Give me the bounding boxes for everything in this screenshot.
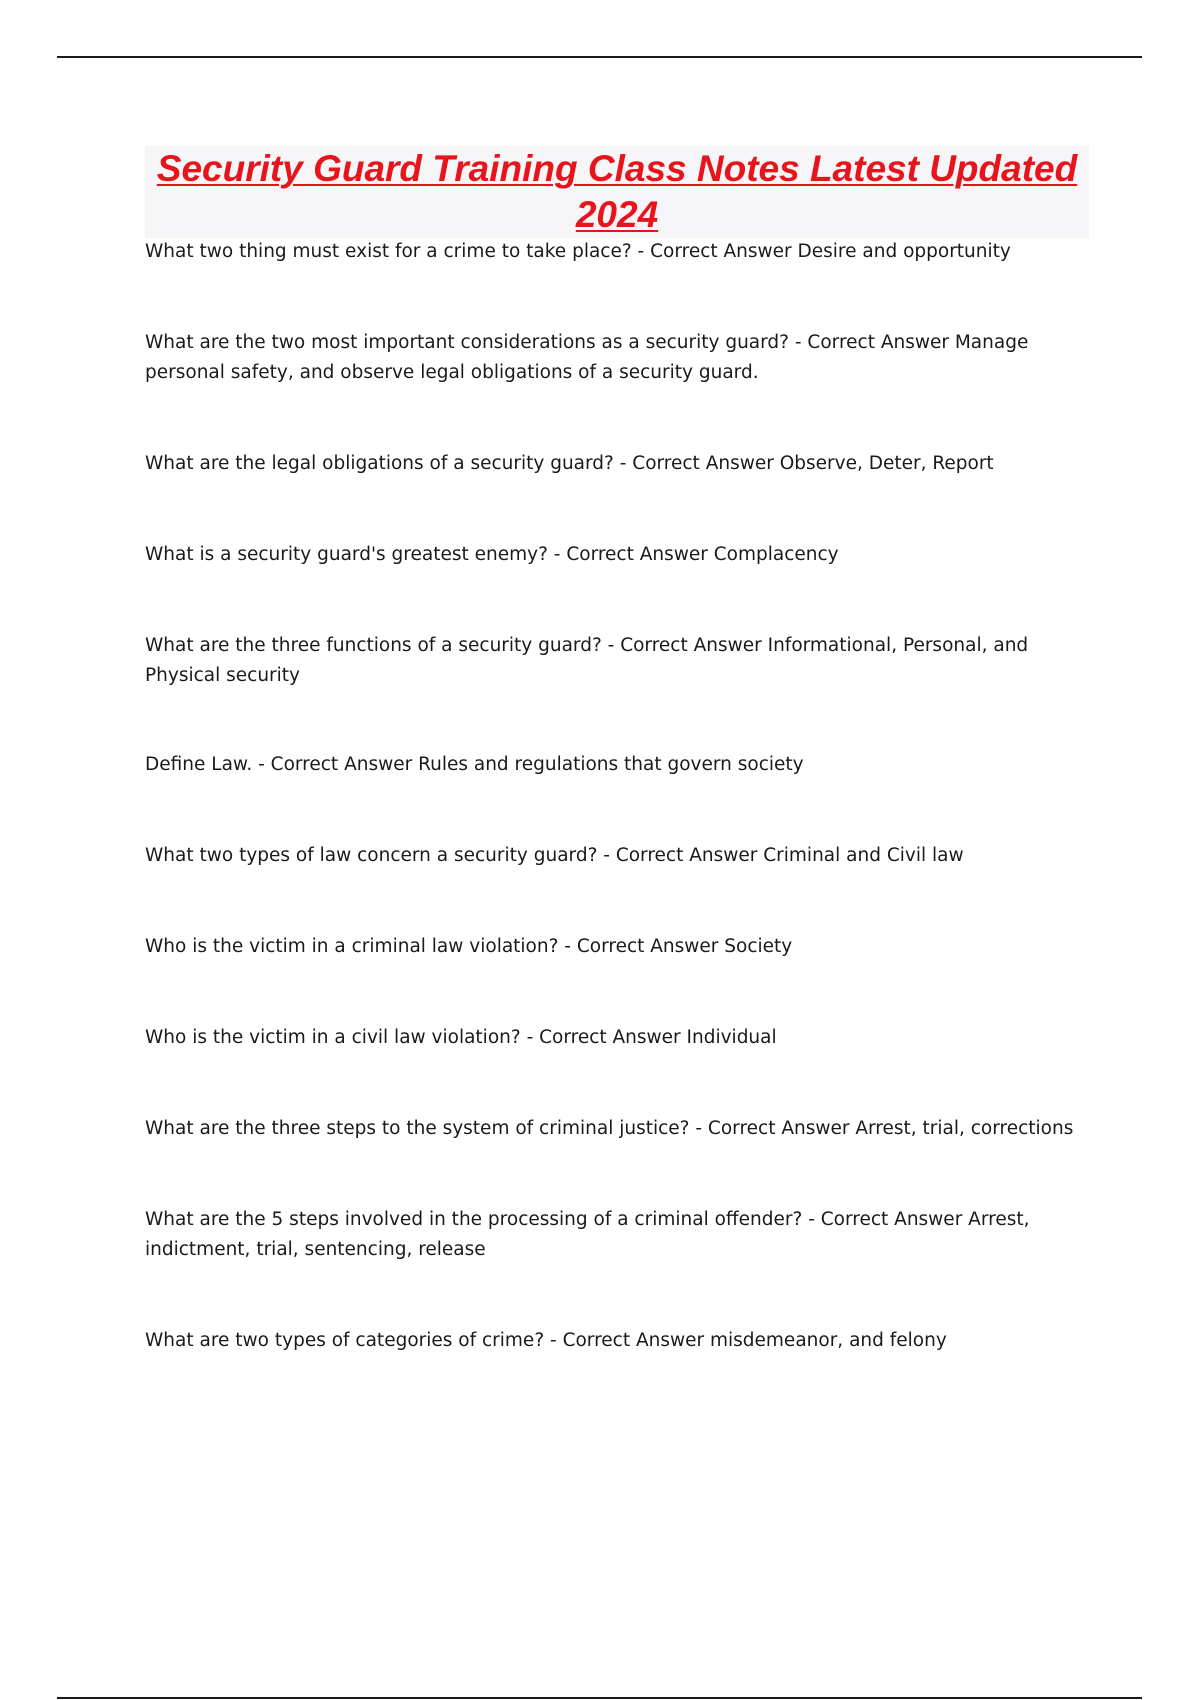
qa-item-11: What are the 5 steps involved in the processing of a criminal offender? - Correct Answer Arrest, indictment, trial, sentencing, release bbox=[145, 1209, 1030, 1260]
qa-item-10: What are the three steps to the system of criminal justice? - Correct Answer Arrest, trial, corrections bbox=[145, 1118, 1074, 1139]
document-title: Security Guard Training Class Notes Latest Updated 2024 bbox=[156, 148, 1078, 235]
qa-item-8: Who is the victim in a criminal law violation? - Correct Answer Society bbox=[145, 936, 793, 957]
qa-item-3: What are the legal obligations of a security guard? - Correct Answer Observe, Deter, Report bbox=[145, 453, 994, 474]
qa-item-12: What are two types of categories of crime? - Correct Answer misdemeanor, and felony bbox=[145, 1330, 947, 1351]
title-banner bbox=[145, 146, 1089, 238]
qa-item-1: What two thing must exist for a crime to take place? - Correct Answer Desire and opportunity bbox=[145, 241, 1011, 262]
qa-item-4: What is a security guard's greatest enemy? - Correct Answer Complacency bbox=[145, 544, 839, 565]
qa-item-2: What are the two most important considerations as a security guard? - Correct Answer Manage personal safety, and observe legal obligations of a security guard. bbox=[145, 332, 1029, 383]
bottom-divider bbox=[57, 1697, 1142, 1699]
qa-item-9: Who is the victim in a civil law violation? - Correct Answer Individual bbox=[145, 1027, 777, 1048]
top-divider bbox=[57, 56, 1142, 58]
qa-item-7: What two types of law concern a security guard? - Correct Answer Criminal and Civil law bbox=[145, 845, 964, 866]
qa-item-5: What are the three functions of a security guard? - Correct Answer Informational, Personal, and Physical security bbox=[145, 635, 1029, 686]
qa-item-6: Define Law. - Correct Answer Rules and regulations that govern society bbox=[145, 754, 804, 775]
